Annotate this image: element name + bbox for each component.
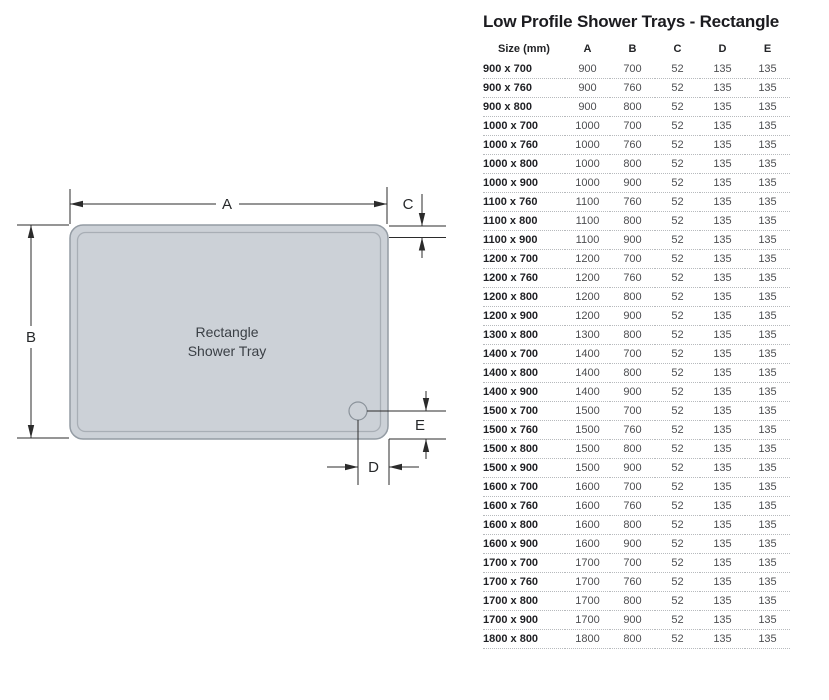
value-cell: 800 <box>610 364 655 383</box>
table-row <box>483 155 790 174</box>
value-cell: 52 <box>655 136 700 155</box>
size-cell: 1400 x 700 <box>483 345 565 364</box>
table-row <box>483 212 790 231</box>
value-cell: 760 <box>610 573 655 592</box>
dim-b-arrow-bottom <box>28 425 34 438</box>
shower-tray-diagram <box>0 180 460 510</box>
value-cell: 135 <box>700 212 745 231</box>
value-cell: 52 <box>655 307 700 326</box>
table-row <box>483 288 790 307</box>
value-cell: 135 <box>700 136 745 155</box>
value-cell: 135 <box>745 345 790 364</box>
table-row <box>483 364 790 383</box>
table-row <box>483 174 790 193</box>
value-cell: 700 <box>610 345 655 364</box>
value-cell: 135 <box>700 307 745 326</box>
value-cell: 1100 <box>565 231 610 250</box>
value-cell: 760 <box>610 79 655 98</box>
value-cell: 800 <box>610 155 655 174</box>
table-row <box>483 592 790 611</box>
value-cell: 135 <box>700 630 745 649</box>
value-cell: 1400 <box>565 383 610 402</box>
value-cell: 135 <box>745 421 790 440</box>
value-cell: 760 <box>610 269 655 288</box>
value-cell: 135 <box>745 440 790 459</box>
value-cell: 900 <box>610 611 655 630</box>
value-cell: 1200 <box>565 269 610 288</box>
value-cell: 700 <box>610 554 655 573</box>
value-cell: 1000 <box>565 155 610 174</box>
dim-d-arrow-right <box>345 464 358 470</box>
value-cell: 52 <box>655 630 700 649</box>
value-cell: 135 <box>745 383 790 402</box>
value-cell: 52 <box>655 364 700 383</box>
size-cell: 1400 x 900 <box>483 383 565 402</box>
value-cell: 1100 <box>565 193 610 212</box>
value-cell: 52 <box>655 212 700 231</box>
value-cell: 135 <box>700 174 745 193</box>
size-cell: 1800 x 800 <box>483 630 565 649</box>
value-cell: 1000 <box>565 136 610 155</box>
size-cell: 900 x 760 <box>483 79 565 98</box>
value-cell: 135 <box>745 60 790 79</box>
value-cell: 700 <box>610 250 655 269</box>
value-cell: 1500 <box>565 440 610 459</box>
value-cell: 1600 <box>565 516 610 535</box>
value-cell: 135 <box>745 630 790 649</box>
column-header-size: Size (mm) <box>498 43 550 55</box>
value-cell: 1000 <box>565 117 610 136</box>
size-cell: 1200 x 760 <box>483 269 565 288</box>
dim-e-label: E <box>414 417 426 434</box>
value-cell: 800 <box>610 98 655 117</box>
value-cell: 135 <box>745 478 790 497</box>
value-cell: 1100 <box>565 212 610 231</box>
tray-label-line2: Shower Tray <box>187 343 267 359</box>
table-row <box>483 250 790 269</box>
value-cell: 760 <box>610 193 655 212</box>
dim-a-label: A <box>221 196 233 213</box>
value-cell: 900 <box>565 60 610 79</box>
tray-label-line1: Rectangle <box>195 324 259 340</box>
value-cell: 52 <box>655 383 700 402</box>
value-cell: 52 <box>655 98 700 117</box>
value-cell: 900 <box>610 459 655 478</box>
value-cell: 135 <box>745 573 790 592</box>
dim-b <box>17 225 69 438</box>
value-cell: 135 <box>745 364 790 383</box>
value-cell: 135 <box>700 345 745 364</box>
size-cell: 1200 x 700 <box>483 250 565 269</box>
size-cell: 1200 x 900 <box>483 307 565 326</box>
value-cell: 52 <box>655 269 700 288</box>
value-cell: 135 <box>745 554 790 573</box>
value-cell: 52 <box>655 155 700 174</box>
value-cell: 135 <box>700 478 745 497</box>
value-cell: 135 <box>745 326 790 345</box>
value-cell: 135 <box>700 516 745 535</box>
value-cell: 900 <box>610 383 655 402</box>
value-cell: 135 <box>700 573 745 592</box>
value-cell: 1300 <box>565 326 610 345</box>
value-cell: 52 <box>655 573 700 592</box>
table-row <box>483 421 790 440</box>
value-cell: 1500 <box>565 459 610 478</box>
value-cell: 52 <box>655 554 700 573</box>
value-cell: 700 <box>610 117 655 136</box>
value-cell: 800 <box>610 630 655 649</box>
value-cell: 135 <box>700 79 745 98</box>
value-cell: 52 <box>655 478 700 497</box>
value-cell: 135 <box>700 459 745 478</box>
dim-c <box>389 194 446 258</box>
value-cell: 135 <box>700 497 745 516</box>
size-cell: 1400 x 800 <box>483 364 565 383</box>
value-cell: 900 <box>565 79 610 98</box>
value-cell: 135 <box>745 307 790 326</box>
size-cell: 1500 x 760 <box>483 421 565 440</box>
dim-b-arrow-top <box>28 225 34 238</box>
value-cell: 135 <box>700 231 745 250</box>
value-cell: 52 <box>655 402 700 421</box>
value-cell: 135 <box>745 250 790 269</box>
value-cell: 52 <box>655 535 700 554</box>
table-row <box>483 383 790 402</box>
value-cell: 135 <box>745 174 790 193</box>
value-cell: 52 <box>655 174 700 193</box>
value-cell: 135 <box>745 193 790 212</box>
value-cell: 135 <box>745 611 790 630</box>
dim-c-arrow-up <box>419 238 425 251</box>
value-cell: 135 <box>745 516 790 535</box>
value-cell: 1200 <box>565 288 610 307</box>
value-cell: 900 <box>610 535 655 554</box>
size-cell: 1100 x 760 <box>483 193 565 212</box>
value-cell: 1000 <box>565 174 610 193</box>
table-row <box>483 440 790 459</box>
value-cell: 52 <box>655 288 700 307</box>
value-cell: 135 <box>745 79 790 98</box>
value-cell: 135 <box>700 421 745 440</box>
column-header-a: A <box>583 43 592 55</box>
value-cell: 52 <box>655 421 700 440</box>
value-cell: 900 <box>610 174 655 193</box>
table-row <box>483 307 790 326</box>
value-cell: 135 <box>700 155 745 174</box>
value-cell: 1700 <box>565 592 610 611</box>
value-cell: 135 <box>700 288 745 307</box>
dim-a <box>70 187 387 224</box>
column-header-c: C <box>673 43 682 55</box>
value-cell: 800 <box>610 212 655 231</box>
page-title: Low Profile Shower Trays - Rectangle <box>483 12 780 31</box>
size-cell: 1700 x 700 <box>483 554 565 573</box>
column-header-e: E <box>763 43 772 55</box>
value-cell: 52 <box>655 117 700 136</box>
size-cell: 1600 x 760 <box>483 497 565 516</box>
size-cell: 900 x 800 <box>483 98 565 117</box>
size-cell: 1700 x 800 <box>483 592 565 611</box>
value-cell: 135 <box>700 193 745 212</box>
value-cell: 135 <box>745 459 790 478</box>
size-cell: 1300 x 800 <box>483 326 565 345</box>
value-cell: 700 <box>610 60 655 79</box>
value-cell: 135 <box>745 535 790 554</box>
spec-panel <box>483 12 790 649</box>
value-cell: 135 <box>745 117 790 136</box>
value-cell: 800 <box>610 326 655 345</box>
size-cell: 1000 x 700 <box>483 117 565 136</box>
value-cell: 135 <box>745 288 790 307</box>
size-cell: 1600 x 700 <box>483 478 565 497</box>
table-row <box>483 497 790 516</box>
size-cell: 900 x 700 <box>483 60 565 79</box>
size-cell: 1700 x 900 <box>483 611 565 630</box>
spec-table-header <box>483 38 790 60</box>
value-cell: 800 <box>610 592 655 611</box>
value-cell: 135 <box>700 592 745 611</box>
value-cell: 700 <box>610 478 655 497</box>
value-cell: 135 <box>700 611 745 630</box>
dim-e-arrow-up <box>423 439 429 452</box>
column-header-b: B <box>628 43 637 55</box>
value-cell: 900 <box>610 307 655 326</box>
value-cell: 52 <box>655 459 700 478</box>
value-cell: 700 <box>610 402 655 421</box>
size-cell: 1000 x 900 <box>483 174 565 193</box>
dim-a-arrow-right <box>374 201 387 207</box>
dim-c-arrow-down <box>419 213 425 226</box>
value-cell: 900 <box>565 98 610 117</box>
size-cell: 1000 x 760 <box>483 136 565 155</box>
value-cell: 135 <box>745 98 790 117</box>
value-cell: 52 <box>655 250 700 269</box>
value-cell: 135 <box>700 60 745 79</box>
value-cell: 52 <box>655 345 700 364</box>
value-cell: 800 <box>610 440 655 459</box>
table-row <box>483 478 790 497</box>
table-row <box>483 269 790 288</box>
value-cell: 135 <box>700 269 745 288</box>
value-cell: 52 <box>655 516 700 535</box>
value-cell: 135 <box>700 383 745 402</box>
tray <box>70 225 388 439</box>
value-cell: 1500 <box>565 421 610 440</box>
dim-c-label: C <box>402 196 414 213</box>
table-row <box>483 79 790 98</box>
value-cell: 800 <box>610 516 655 535</box>
value-cell: 135 <box>700 440 745 459</box>
size-cell: 1200 x 800 <box>483 288 565 307</box>
value-cell: 135 <box>745 155 790 174</box>
value-cell: 1400 <box>565 345 610 364</box>
value-cell: 135 <box>700 364 745 383</box>
value-cell: 135 <box>745 592 790 611</box>
size-cell: 1500 x 800 <box>483 440 565 459</box>
value-cell: 52 <box>655 440 700 459</box>
value-cell: 52 <box>655 326 700 345</box>
table-row <box>483 117 790 136</box>
spec-table-body <box>483 60 790 649</box>
value-cell: 135 <box>745 269 790 288</box>
spec-table <box>483 38 790 649</box>
value-cell: 52 <box>655 497 700 516</box>
value-cell: 800 <box>610 288 655 307</box>
size-cell: 1600 x 800 <box>483 516 565 535</box>
value-cell: 135 <box>700 554 745 573</box>
value-cell: 52 <box>655 79 700 98</box>
table-row <box>483 611 790 630</box>
table-row <box>483 60 790 79</box>
value-cell: 135 <box>700 117 745 136</box>
value-cell: 135 <box>700 98 745 117</box>
size-cell: 1600 x 900 <box>483 535 565 554</box>
value-cell: 52 <box>655 60 700 79</box>
dim-d-arrow-left <box>389 464 402 470</box>
value-cell: 760 <box>610 136 655 155</box>
value-cell: 1200 <box>565 307 610 326</box>
value-cell: 1700 <box>565 573 610 592</box>
value-cell: 135 <box>745 212 790 231</box>
dim-b-label: B <box>25 329 37 346</box>
column-header-d: D <box>718 43 727 55</box>
dim-e-arrow-down <box>423 398 429 411</box>
table-row <box>483 402 790 421</box>
table-row <box>483 136 790 155</box>
value-cell: 1600 <box>565 497 610 516</box>
value-cell: 1500 <box>565 402 610 421</box>
drain-circle <box>349 402 367 420</box>
value-cell: 135 <box>745 136 790 155</box>
value-cell: 1700 <box>565 554 610 573</box>
header-row <box>483 38 790 60</box>
size-cell: 1000 x 800 <box>483 155 565 174</box>
table-row <box>483 98 790 117</box>
value-cell: 52 <box>655 611 700 630</box>
size-cell: 1100 x 900 <box>483 231 565 250</box>
value-cell: 1200 <box>565 250 610 269</box>
value-cell: 1800 <box>565 630 610 649</box>
value-cell: 52 <box>655 592 700 611</box>
table-row <box>483 231 790 250</box>
diagram-svg <box>0 180 460 510</box>
value-cell: 135 <box>700 250 745 269</box>
value-cell: 900 <box>610 231 655 250</box>
value-cell: 135 <box>700 402 745 421</box>
table-row <box>483 573 790 592</box>
value-cell: 1700 <box>565 611 610 630</box>
value-cell: 135 <box>745 231 790 250</box>
table-row <box>483 630 790 649</box>
table-row <box>483 516 790 535</box>
size-cell: 1500 x 900 <box>483 459 565 478</box>
table-row <box>483 193 790 212</box>
value-cell: 52 <box>655 193 700 212</box>
value-cell: 1400 <box>565 364 610 383</box>
size-cell: 1500 x 700 <box>483 402 565 421</box>
value-cell: 760 <box>610 421 655 440</box>
value-cell: 52 <box>655 231 700 250</box>
size-cell: 1100 x 800 <box>483 212 565 231</box>
table-row <box>483 535 790 554</box>
value-cell: 135 <box>700 535 745 554</box>
table-row <box>483 554 790 573</box>
value-cell: 1600 <box>565 478 610 497</box>
table-row <box>483 326 790 345</box>
dim-a-arrow-left <box>70 201 83 207</box>
dim-d-label: D <box>368 459 379 476</box>
table-row <box>483 459 790 478</box>
value-cell: 135 <box>745 402 790 421</box>
table-row <box>483 345 790 364</box>
value-cell: 135 <box>745 497 790 516</box>
value-cell: 1600 <box>565 535 610 554</box>
value-cell: 760 <box>610 497 655 516</box>
value-cell: 135 <box>700 326 745 345</box>
size-cell: 1700 x 760 <box>483 573 565 592</box>
